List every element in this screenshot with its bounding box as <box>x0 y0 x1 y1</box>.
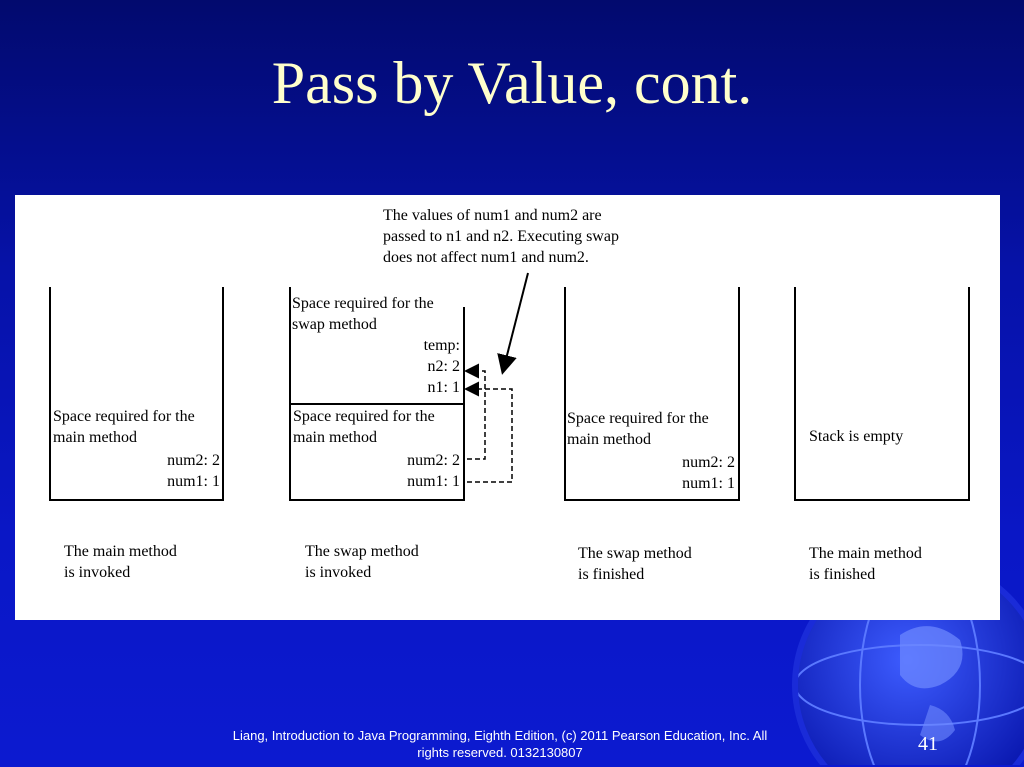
stack-1-caption: The main method is invoked <box>64 543 177 581</box>
stack-4-empty-label: Stack is empty <box>809 428 904 445</box>
stack-4-outline <box>795 287 969 500</box>
note-text: The values of num1 and num2 are passed to n1 and n2. Executing swap does not affect num1 and num2. <box>383 207 619 266</box>
stack-1-values: num2: 2 num1: 1 <box>167 452 220 490</box>
stack-1-main-label: Space required for the main method <box>53 408 195 446</box>
num1-to-n1-connector <box>467 389 512 482</box>
stack-2-caption: The swap method is invoked <box>305 543 419 581</box>
stack-3-main-label: Space required for the main method <box>567 410 709 448</box>
stack-2-swap-label: Space required for the swap method <box>292 295 434 333</box>
stack-2-swap-values: temp: n2: 2 n1: 1 <box>423 337 460 396</box>
slide-title: Pass by Value, cont. <box>271 50 753 116</box>
stack-diagram <box>15 195 1000 620</box>
stack-2-main-label: Space required for the main method <box>293 408 435 446</box>
slide-footer: Liang, Introduction to Java Programming, Eighth Edition, (c) 2011 Pearson Education, Inc. All rights reserved. 0132130807 <box>232 728 768 760</box>
num2-to-n2-connector <box>467 371 485 459</box>
page-number: 41 <box>918 733 938 755</box>
stack-3-values: num2: 2 num1: 1 <box>682 454 735 492</box>
note-arrow <box>503 273 528 371</box>
stack-2-main-values: num2: 2 num1: 1 <box>407 452 460 490</box>
stack-3-caption: The swap method is finished <box>578 545 692 583</box>
stack-4-caption: The main method is finished <box>809 545 922 583</box>
